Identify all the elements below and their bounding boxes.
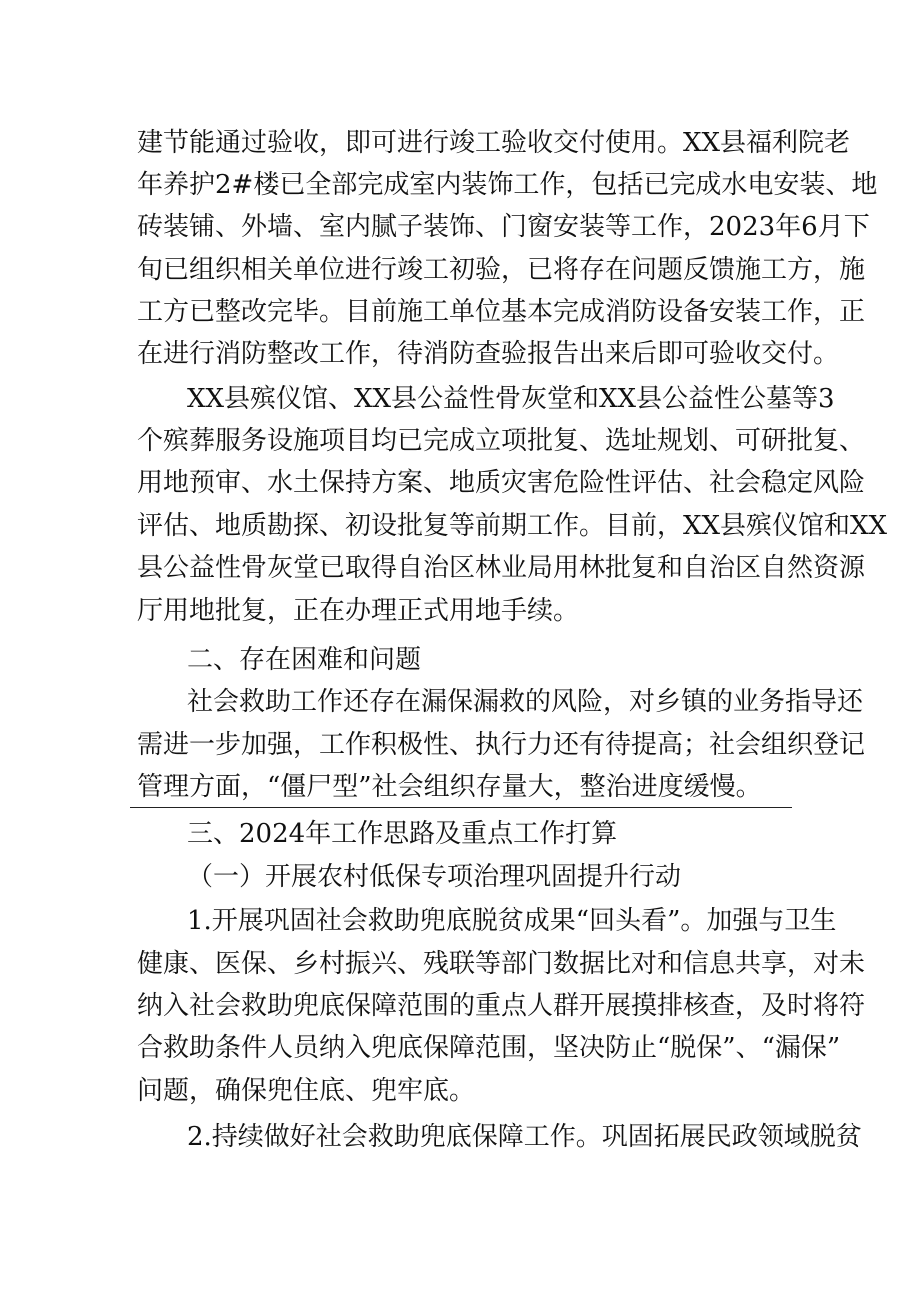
text-line: 个殡葬服务设施项目均已完成立项批复、选址规划、可研批复、 (137, 426, 866, 456)
text-line: 厅用地批复，正在办理正式用地手续。 (137, 596, 580, 626)
text-line: 年养护2#楼已全部完成室内装饰工作，包括已完成水电安装、地 (137, 170, 878, 200)
text-line: 县公益性骨灰堂已取得自治区林业局用林批复和自治区自然资源 (137, 553, 866, 583)
subsection-heading: （一）开展农村低保专项治理巩固提升行动 (187, 862, 682, 892)
text-line: 需进一步加强，工作积极性、执行力还有待提高；社会组织登记 (137, 730, 866, 760)
text-line: 用地预审、水土保持方案、地质灾害危险性评估、社会稳定风险 (137, 468, 866, 498)
text-line: 1.开展巩固社会救助兜底脱贫成果“回头看”。加强与卫生 (187, 906, 837, 936)
section-heading: 二、存在困难和问题 (187, 645, 422, 675)
text-line: 工方已整改完毕。目前施工单位基本完成消防设备安装工作，正 (137, 297, 866, 327)
section-heading: 三、2024年工作思路及重点工作打算 (187, 819, 618, 849)
text-line: 纳入社会救助兜底保障范围的重点人群开展摸排核查，及时将符 (137, 991, 866, 1021)
text-line: 旬已组织相关单位进行竣工初验，已将存在问题反馈施工方，施 (137, 255, 866, 285)
text-line: 健康、医保、乡村振兴、残联等部门数据比对和信息共享，对未 (137, 949, 866, 979)
text-line: XX县殡仪馆、XX县公益性骨灰堂和XX县公益性公墓等3 (187, 384, 835, 414)
text-line: 管理方面，“僵尸型”社会组织存量大，整治进度缓慢。 (137, 772, 762, 802)
text-line: 砖装铺、外墙、室内腻子装饰、门窗安装等工作，2023年6月下 (137, 212, 870, 242)
text-line: 评估、地质勘探、初设批复等前期工作。目前，XX县殡仪馆和XX (137, 511, 888, 541)
text-line: 在进行消防整改工作，待消防查验报告出来后即可验收交付。 (137, 339, 840, 369)
text-line: 2.持续做好社会救助兜底保障工作。巩固拓展民政领域脱贫 (187, 1122, 862, 1152)
text-line: 问题，确保兜住底、兜牢底。 (137, 1076, 476, 1106)
text-line: 社会救助工作还存在漏保漏救的风险，对乡镇的业务指导还 (187, 687, 864, 717)
text-line: 合救助条件人员纳入兜底保障范围，坚决防止“脱保”、“漏保” (137, 1033, 841, 1063)
horizontal-rule (130, 807, 792, 808)
text-line: 建节能通过验收，即可进行竣工验收交付使用。XX县福利院老 (137, 128, 851, 158)
